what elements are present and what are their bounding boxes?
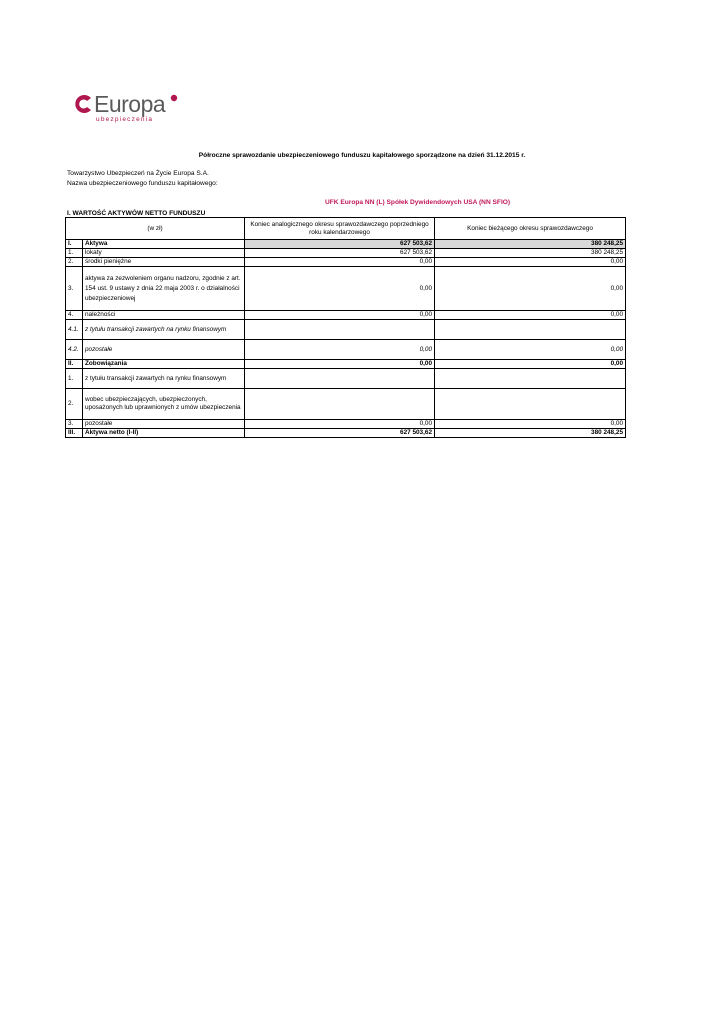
table-row <box>66 369 626 389</box>
logo-wordmark: Europa <box>94 91 166 117</box>
value-current: 0,00 <box>435 340 626 360</box>
unit-header: (w zł) <box>66 218 245 240</box>
table-row <box>66 429 626 438</box>
table-row <box>66 258 626 267</box>
table-row <box>66 360 626 369</box>
row-label: środki pieniężne <box>83 258 245 267</box>
value-current: 380 248,25 <box>435 249 626 258</box>
value-current: 0,00 <box>435 311 626 320</box>
row-label: lokaty <box>83 249 245 258</box>
row-label: wobec ubezpieczających, ubezpieczonych, uposażonych lub uprawnionych z umów ubezpieczenia <box>83 389 245 420</box>
row-label: Aktywa <box>83 240 245 249</box>
value-previous: 0,00 <box>245 420 435 429</box>
row-label: aktywa za zezwoleniem organu nadzoru, zgodnie z art. 154 ust. 9 ustawy z dnia 22 maja 2003 r. o działalności ubezpieczeniowej <box>83 267 245 311</box>
value-previous: 0,00 <box>245 267 435 311</box>
table-row <box>66 340 626 360</box>
row-number: 1. <box>66 249 83 258</box>
fund-name: UFK Europa NN (L) Spółek Dywidendowych USA (NN SFIO) <box>325 199 511 206</box>
row-label: należności <box>83 311 245 320</box>
table-row <box>66 267 626 311</box>
table-row <box>66 249 626 258</box>
row-label: pozostałe <box>83 420 245 429</box>
fund-name-label: Nazwa ubezpieczeniowego funduszu kapitałowego: <box>67 180 218 187</box>
row-number: 3. <box>66 420 83 429</box>
row-number: III. <box>66 429 83 438</box>
table-row <box>66 320 626 340</box>
company-name: Towarzystwo Ubezpieczeń na Życie Europa S.A. <box>67 170 209 177</box>
row-label: pozostałe <box>83 340 245 360</box>
logo-subtitle: ubezpieczenia <box>96 116 154 123</box>
value-current: 0,00 <box>435 258 626 267</box>
section-title: I. WARTOŚĆ AKTYWÓW NETTO FUNDUSZU <box>67 210 206 217</box>
value-previous: 0,00 <box>245 258 435 267</box>
net-asset-value-table <box>65 217 626 438</box>
value-current <box>435 320 626 340</box>
value-current <box>435 369 626 389</box>
row-number: 4. <box>66 311 83 320</box>
value-previous: 0,00 <box>245 340 435 360</box>
row-number: I. <box>66 240 83 249</box>
column-header-previous: Koniec analogicznego okresu sprawozdawczego poprzedniego roku kalendarzowego <box>245 218 435 240</box>
value-previous <box>245 320 435 340</box>
row-number: 1. <box>66 369 83 389</box>
report-title: Półroczne sprawozdanie ubezpieczeniowego funduszu kapitałowego sporządzone na dzień 31.12.2015 r. <box>198 152 526 159</box>
value-previous: 627 503,62 <box>245 249 435 258</box>
row-number: 3. <box>66 267 83 311</box>
value-previous: 627 503,62 <box>245 240 435 249</box>
table-row <box>66 311 626 320</box>
value-previous: 0,00 <box>245 360 435 369</box>
value-current <box>435 389 626 420</box>
table-row <box>66 389 626 420</box>
table-header-row <box>66 218 626 240</box>
row-label: Zobowiązania <box>83 360 245 369</box>
value-previous <box>245 369 435 389</box>
value-previous: 0,00 <box>245 311 435 320</box>
row-number: II. <box>66 360 83 369</box>
column-header-current: Koniec bieżącego okresu sprawozdawczego <box>435 218 626 240</box>
company-logo <box>72 92 184 128</box>
row-number: 4.2. <box>66 340 83 360</box>
row-number: 4.1. <box>66 320 83 340</box>
value-current: 0,00 <box>435 267 626 311</box>
value-previous: 627 503,62 <box>245 429 435 438</box>
row-number: 2. <box>66 258 83 267</box>
value-previous <box>245 389 435 420</box>
value-current: 0,00 <box>435 360 626 369</box>
value-current: 380 248,25 <box>435 429 626 438</box>
row-label: z tytułu transakcji zawartych na rynku finansowym <box>83 369 245 389</box>
value-current: 380 248,25 <box>435 240 626 249</box>
logo-mark-icon <box>72 92 96 116</box>
logo-dot-icon <box>170 94 178 102</box>
row-label: z tytułu transakcji zawartych na rynku finansowym <box>83 320 245 340</box>
row-number: 2. <box>66 389 83 420</box>
value-current: 0,00 <box>435 420 626 429</box>
table-row <box>66 240 626 249</box>
row-label: Aktywa netto (I-II) <box>83 429 245 438</box>
table-row <box>66 420 626 429</box>
